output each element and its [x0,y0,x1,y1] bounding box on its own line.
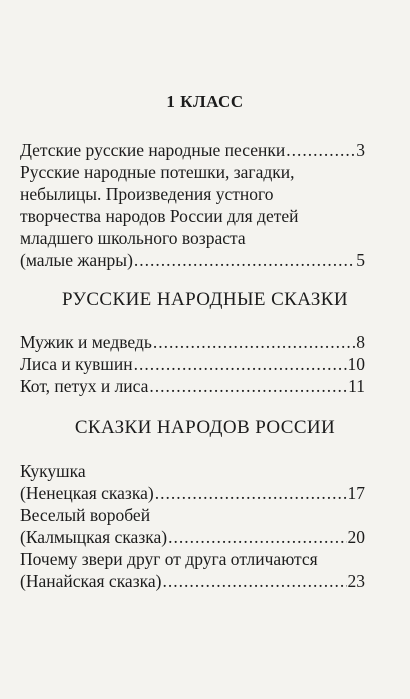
leader-dots [286,139,355,161]
toc-entry[interactable] [20,570,365,592]
toc-entry[interactable] [20,139,365,161]
leader-dots [153,331,355,353]
toc-entry-page: 23 [347,571,365,591]
section-title: РУССКИЕ НАРОДНЫЕ СКАЗКИ [62,289,348,310]
toc-entry[interactable] [20,526,365,548]
toc-entry-title: (Ненецкая сказка) [20,483,154,503]
toc-entry-page: 20 [347,527,365,547]
toc-entry-page: 17 [347,483,365,503]
toc-entry-title: Лиса и кувшин [20,354,133,374]
toc-entry[interactable] [20,482,365,504]
leader-dots [134,353,347,375]
toc-entry-title: Детские русские народные песенки [20,140,286,160]
toc-entry-title: (Калмыцкая сказка) [20,527,168,547]
leader-dots [149,375,347,397]
leader-dots [155,482,347,504]
leader-dots [162,570,346,592]
toc-entry-page: 11 [348,376,365,396]
toc-entry-page: 8 [356,332,365,352]
toc-entry-line: небылицы. Произведения устного [20,184,274,204]
leader-dots [168,526,346,548]
toc-entry-line: Русские народные потешки, загадки, [20,162,295,182]
toc-entry-page: 3 [356,140,365,160]
toc-entry-title: (Нанайская сказка) [20,571,162,591]
toc-entry[interactable] [20,353,365,375]
toc-entry-title: Кот, петух и лиса [20,376,149,396]
toc-entry-line: Кукушка [20,461,86,481]
section-title: СКАЗКИ НАРОДОВ РОССИИ [74,417,336,438]
toc-entry-page: 5 [356,250,365,270]
leader-dots [134,249,355,271]
toc-entry-title: Мужик и медведь [20,332,152,352]
toc-entry[interactable] [20,375,365,397]
toc-entry-line: Веселый воробей [20,505,151,525]
toc-entry[interactable] [20,331,365,353]
toc-entry-page: 10 [347,354,365,374]
toc-entry-line: Почему звери друг от друга отличаются [20,549,318,569]
toc-entry[interactable] [20,249,365,271]
grade-heading: 1 КЛАСС [166,92,244,111]
toc-entry-line: младшего школьного возраста [20,228,246,248]
toc-entry-title: (малые жанры) [20,250,133,270]
toc-entry-line: творчества народов России для детей [20,206,299,226]
